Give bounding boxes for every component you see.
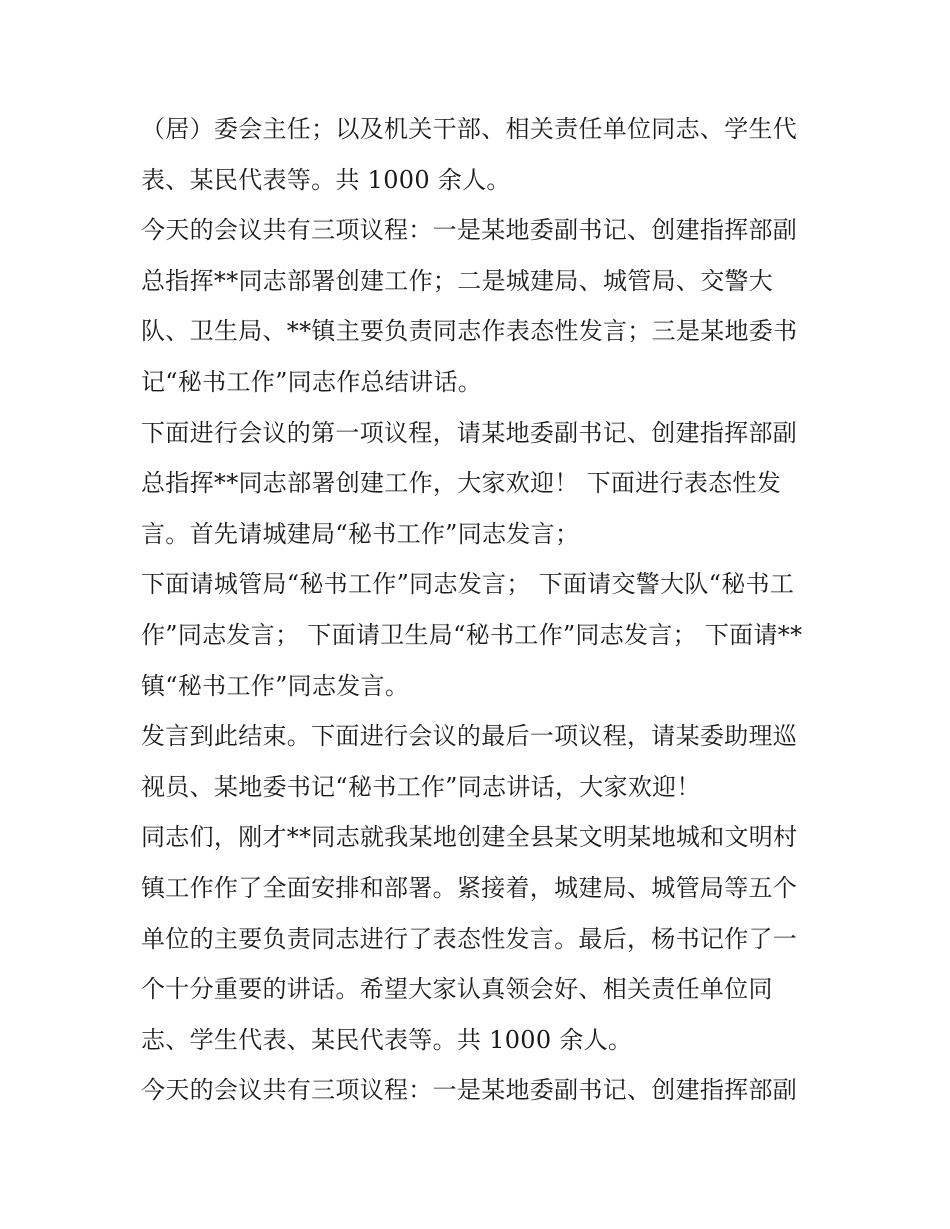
text-line: 发言到此结束。下面进行会议的最后一项议程，请某委助理巡 — [141, 722, 798, 751]
text-line: 镇工作作了全面安排和部署。紧接着，城建局、城管局等五个 — [141, 873, 798, 902]
text-line: 总指挥**同志部署创建工作；二是城建局、城管局、交警大 — [141, 266, 774, 295]
text-line: 下面请城管局“秘书工作”同志发言； 下面请交警大队“秘书工 — [141, 570, 795, 599]
text-line: 镇“秘书工作”同志发言。 — [141, 671, 410, 700]
text-line: 个十分重要的讲话。希望大家认真领会好、相关责任单位同 — [141, 975, 773, 1004]
text-line: 视员、某地委书记“秘书工作”同志讲话，大家欢迎！ — [141, 772, 701, 801]
text-line: 总指挥**同志部署创建工作，大家欢迎！ 下面进行表态性发 — [141, 469, 782, 498]
text-line: 今天的会议共有三项议程：一是某地委副书记、创建指挥部副 — [141, 216, 798, 245]
text-line: 同志们，刚才**同志就我某地创建全县某文明某地城和文明村 — [141, 823, 798, 852]
text-line: 言。首先请城建局“秘书工作”同志发言； — [141, 519, 580, 548]
text-line: （居）委会主任；以及机关干部、相关责任单位同志、学生代 — [141, 115, 798, 143]
text-line: 单位的主要负责同志进行了表态性发言。最后，杨书记作了一 — [141, 924, 798, 953]
text-line: 作”同志发言； 下面请卫生局“秘书工作”同志发言； 下面请** — [141, 620, 803, 649]
text-line: 表、某民代表等。共 1000 余人。 — [141, 165, 511, 194]
text-line: 今天的会议共有三项议程：一是某地委副书记、创建指挥部副 — [141, 1076, 798, 1105]
text-line: 下面进行会议的第一项议程，请某地委副书记、创建指挥部副 — [141, 418, 798, 447]
text-line: 志、学生代表、某民代表等。共 1000 余人。 — [141, 1025, 633, 1054]
document-body — [141, 104, 813, 1116]
text-line: 记“秘书工作”同志作总结讲话。 — [141, 367, 483, 396]
text-line: 队、卫生局、**镇主要负责同志作表态性发言；三是某地委书 — [141, 317, 798, 346]
